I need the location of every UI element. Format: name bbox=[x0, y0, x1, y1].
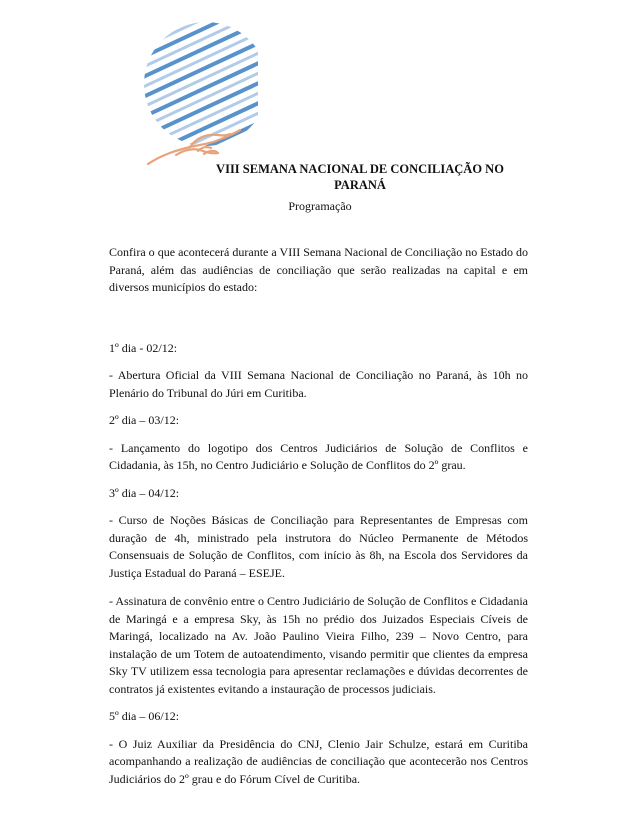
conciliation-logo-icon bbox=[128, 4, 258, 174]
intro-paragraph: Confira o que acontecerá durante a VIII Semana Nacional de Conciliação no Estado do Paraná, além das audiências de conciliação que serão realizadas na capital e em diversos municípios do estado: bbox=[109, 245, 528, 294]
page-subtitle: Programação bbox=[288, 199, 352, 213]
day-heading-3: 3º dia – 04/12: bbox=[109, 485, 180, 500]
schedule-item: - Assinatura de convênio entre o Centro Judiciário de Solução de Conflitos e Cidadania de Maringá e a empresa Sky, às 15h no prédio dos Juizados Especiais Cíveis de Maringá, localizado na Av. João Paulino Vieira Filho, 239 – Novo Centro, para instalação de um Totem de autoatendimento, visando permitir que clientes da empresa Sky TV utilizem essa tecnologia para apresentar reclamações e dúvidas decorrentes de contratos já existentes evitando a instauração de processos judiciais. bbox=[109, 594, 528, 696]
document-body bbox=[109, 244, 528, 798]
schedule-item: - Abertura Oficial da VIII Semana Nacional de Conciliação no Paraná, às 10h no Plenário do Tribunal do Júri em Curitiba. bbox=[109, 368, 528, 400]
page-title: VIII SEMANA NACIONAL DE CONCILIAÇÃO NO PARANÁ bbox=[216, 162, 504, 192]
schedule-item: - Curso de Noções Básicas de Conciliação para Representantes de Empresas com duração de 4h, ministrado pela instrutora do Núcleo Permanente de Métodos Consensuais de Solução de Conflitos, com início às 8h, na Escola dos Servidores da Justiça Estadual do Paraná – ESEJE. bbox=[109, 513, 528, 580]
day-heading-2: 2º dia – 03/12: bbox=[109, 413, 180, 427]
day-heading-5: 5º dia – 06/12: bbox=[109, 709, 180, 723]
schedule-item: - O Juiz Auxiliar da Presidência do CNJ, Clenio Jair Schulze, estará em Curitiba acompanhando a realização de audiências de conciliação que acontecerão nos Centros Judiciários do 2º grau e do Fórum Cível de Curitiba. bbox=[109, 736, 528, 786]
day-heading-1: 1º dia - 02/12: bbox=[109, 340, 178, 355]
schedule-item: - Lançamento do logotipo dos Centros Judiciários de Solução de Conflitos e Cidadania, às 15h, no Centro Judiciário e Solução de Conflitos do 2º grau. bbox=[109, 440, 528, 472]
